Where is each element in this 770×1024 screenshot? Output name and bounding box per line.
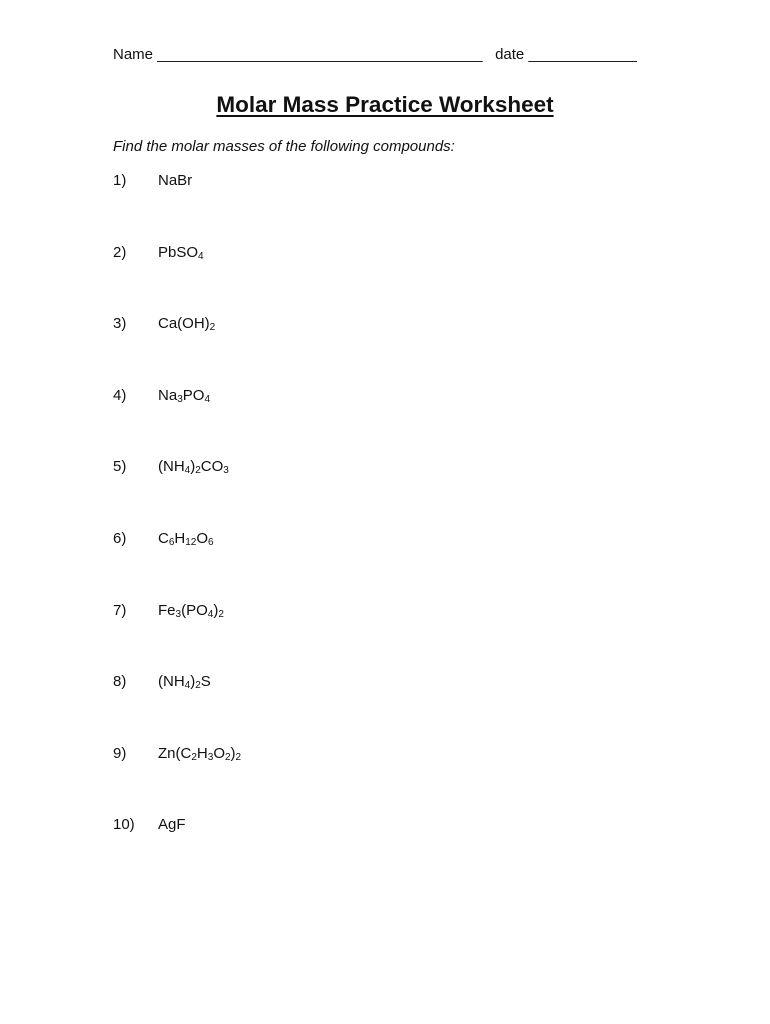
compound-formula: PbSO$_4$ xyxy=(158,243,204,262)
page-title: Molar Mass Practice Worksheet xyxy=(216,92,554,117)
compound-formula: $Na_3PO_4$ xyxy=(158,386,210,405)
compound-formula: AgF xyxy=(158,816,186,834)
name-label: Name xyxy=(113,46,154,63)
problem-number: 4) xyxy=(113,386,127,404)
problem-number: 3) xyxy=(113,315,127,333)
compound-formula: $Fe_3(PO_4)_2$ xyxy=(158,601,224,620)
compound-formula: NaBr xyxy=(158,172,193,189)
name-field[interactable]: _______________________________________ xyxy=(157,46,483,63)
compound-formula: $(NH_4)_2CO_3$ xyxy=(158,458,229,477)
problem-number: 5) xyxy=(113,458,127,476)
instructions: Find the molar masses of the following compounds: xyxy=(113,138,455,155)
problem-number: 1) xyxy=(113,172,127,189)
problem-number: 6) xyxy=(113,530,127,547)
problem-number: 2) xyxy=(113,243,127,261)
compound-formula: $C_6H_{12}O_6$ xyxy=(158,530,214,548)
compound-formula: $Zn(C_2H_3O_2)_2$ xyxy=(158,744,242,763)
date-label: date xyxy=(495,46,525,63)
name-date-line xyxy=(113,46,637,63)
compound-formula: $Ca(OH)_2$ xyxy=(158,315,216,334)
compound-formula: $(NH_4)_2S$ xyxy=(158,673,211,692)
problem-number: 10) xyxy=(113,816,135,834)
date-field[interactable]: _____________ xyxy=(528,46,637,63)
problem-number: 9) xyxy=(113,744,127,762)
problem-number: 8) xyxy=(113,673,127,691)
problem-number: 7) xyxy=(113,601,127,619)
